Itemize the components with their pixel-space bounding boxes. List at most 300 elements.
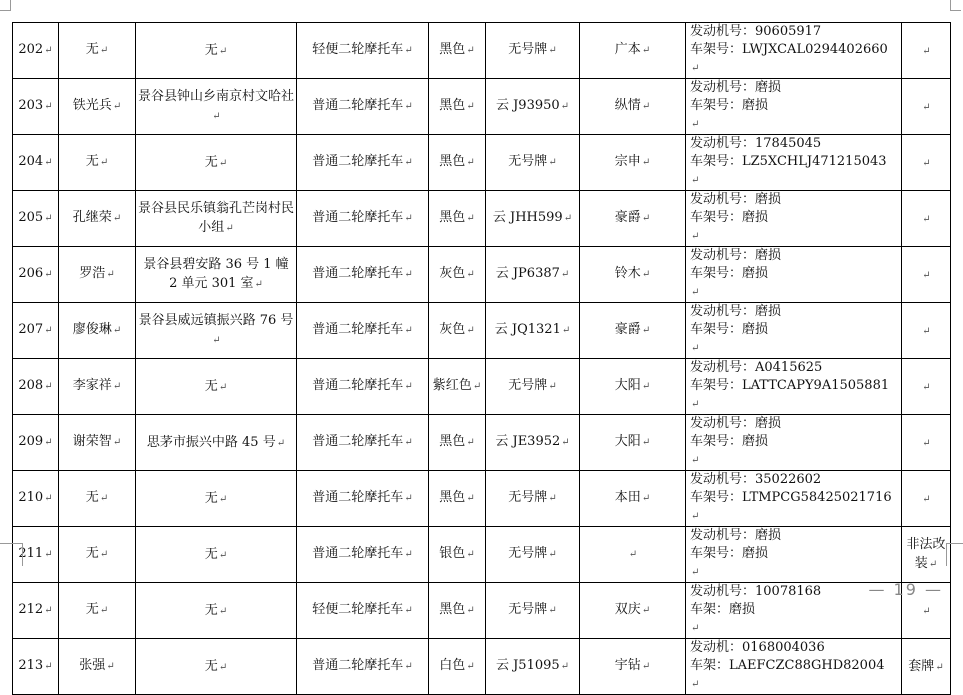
cell-owner-text: 孔继荣 [72, 210, 112, 225]
paragraph-mark-icon: ↵ [922, 493, 931, 505]
cell-note-text: 套牌 [908, 658, 935, 674]
frame-number: 车架号：LWJXCAL0294402660 [690, 42, 888, 57]
cell-owner [59, 527, 136, 583]
cell-plate-text: 云 JQ1321 [494, 322, 561, 337]
paragraph-mark-icon: ↵ [466, 661, 475, 672]
cell-color-text: 黑色 [439, 42, 466, 57]
cell-owner-text: 无 [85, 42, 99, 57]
cell-number [13, 135, 59, 191]
paragraph-mark-icon: ↵ [691, 287, 700, 298]
cell-brand [580, 639, 686, 695]
engine-number: 发动机号：17845045 [690, 136, 822, 151]
cell-engine-frame [686, 303, 902, 359]
paragraph-mark-icon: ↵ [691, 175, 700, 186]
paragraph-mark-icon: ↵ [212, 335, 221, 346]
cell-note [902, 23, 951, 79]
paragraph-mark-icon: ↵ [641, 213, 651, 224]
cell-color-text: 灰色 [439, 266, 466, 281]
paragraph-mark-icon: ↵ [99, 605, 109, 616]
cell-engine-frame [686, 135, 902, 191]
cell-address-text: 景谷县钟山乡南京村文哈社 [138, 89, 295, 104]
engine-number: 发动机号：磨损 [690, 192, 782, 207]
paragraph-mark-icon: ↵ [628, 549, 638, 560]
cell-owner [59, 303, 136, 359]
cell-vehicle-type-text: 普通二轮摩托车 [312, 266, 404, 281]
cell-brand-text: 宇钻 [614, 658, 641, 673]
cell-vehicle-type-text: 普通二轮摩托车 [312, 154, 404, 169]
paragraph-mark-icon: ↵ [112, 325, 122, 336]
table-row [13, 191, 951, 247]
paragraph-mark-icon: ↵ [922, 269, 931, 281]
table-row [13, 247, 951, 303]
paragraph-mark-icon: ↵ [44, 101, 53, 112]
frame-number: 车架：LAEFCZC88GHD82004 [690, 658, 885, 673]
cell-brand [580, 191, 686, 247]
cell-number [13, 23, 59, 79]
cell-number-text: 209 [18, 434, 44, 449]
cell-engine-frame [686, 527, 902, 583]
cell-engine-frame [686, 471, 902, 527]
cell-color-text: 紫红色 [432, 378, 472, 393]
cell-number-text: 212 [18, 602, 44, 617]
cell-plate [486, 303, 580, 359]
cell-color-text: 白色 [439, 658, 466, 673]
paragraph-mark-icon: ↵ [112, 101, 122, 112]
engine-number: 发动机号：磨损 [690, 416, 782, 431]
paragraph-mark-icon: ↵ [44, 661, 53, 672]
cell-plate-text: 云 JP6387 [495, 266, 560, 281]
paragraph-mark-icon: ↵ [641, 605, 651, 616]
cell-brand-text: 宗申 [614, 154, 641, 169]
paragraph-mark-icon: ↵ [218, 493, 228, 505]
cell-owner-text: 无 [85, 602, 99, 617]
cell-vehicle-type-text: 普通二轮摩托车 [312, 434, 404, 449]
paragraph-mark-icon: ↵ [466, 157, 475, 168]
cell-plate [486, 415, 580, 471]
cell-plate-text: 无号牌 [508, 546, 548, 561]
paragraph-mark-icon: ↵ [935, 661, 944, 673]
cell-brand-text: 纵情 [614, 98, 641, 113]
paragraph-mark-icon: ↵ [99, 45, 109, 56]
paragraph-mark-icon: ↵ [928, 559, 938, 570]
paragraph-mark-icon: ↵ [922, 437, 931, 449]
paragraph-mark-icon: ↵ [404, 437, 413, 448]
cell-vehicle-type-text: 普通二轮摩托车 [312, 98, 404, 113]
cell-plate-text: 无号牌 [508, 42, 548, 57]
table-row [13, 359, 951, 415]
engine-number: 发动机号：磨损 [690, 528, 782, 543]
cell-color-text: 黑色 [439, 490, 466, 505]
paragraph-mark-icon: ↵ [691, 343, 700, 354]
paragraph-mark-icon: ↵ [548, 549, 557, 560]
cell-address-text: 思茅市振兴中路 45 号 [146, 434, 276, 450]
cell-vehicle-type [297, 415, 429, 471]
frame-number: 车架号：磨损 [690, 434, 769, 449]
cell-color-text: 灰色 [439, 322, 466, 337]
paragraph-mark-icon: ↵ [404, 101, 413, 112]
paragraph-mark-icon: ↵ [99, 493, 109, 504]
frame-number: 车架号：磨损 [690, 98, 769, 113]
engine-number: 发动机号：A0415625 [690, 360, 823, 375]
cell-number-text: 203 [18, 98, 44, 113]
cell-number-text: 208 [18, 378, 44, 393]
cell-color-text: 黑色 [439, 210, 466, 225]
cell-number-text: 207 [18, 322, 44, 337]
paragraph-mark-icon: ↵ [641, 101, 651, 112]
cell-plate-text: 无号牌 [508, 602, 548, 617]
cell-number [13, 639, 59, 695]
paragraph-mark-icon: ↵ [218, 45, 228, 57]
frame-number: 车架号：磨损 [690, 546, 769, 561]
paragraph-mark-icon: ↵ [466, 605, 475, 616]
cell-number-text: 213 [18, 658, 44, 673]
engine-number: 发动机号：磨损 [690, 248, 782, 263]
cell-plate [486, 527, 580, 583]
cell-owner [59, 79, 136, 135]
cell-vehicle-type-text: 轻便二轮摩托车 [312, 602, 404, 617]
paragraph-mark-icon: ↵ [922, 605, 931, 617]
cell-owner [59, 247, 136, 303]
paragraph-mark-icon: ↵ [404, 325, 413, 336]
cell-address-text: 无 [204, 602, 218, 618]
cell-plate-text: 云 J93950 [495, 98, 560, 113]
cell-brand [580, 583, 686, 639]
cell-plate [486, 359, 580, 415]
cell-plate-text: 无号牌 [508, 378, 548, 393]
cell-brand-text: 豪爵 [614, 210, 641, 225]
paragraph-mark-icon: ↵ [922, 381, 931, 393]
paragraph-mark-icon: ↵ [44, 213, 53, 224]
cell-brand [580, 79, 686, 135]
paragraph-mark-icon: ↵ [99, 157, 109, 168]
paragraph-mark-icon: ↵ [641, 661, 651, 672]
table-body [13, 23, 951, 695]
paragraph-mark-icon: ↵ [218, 157, 228, 169]
cell-address [136, 191, 297, 247]
crop-mark-bottom-left [0, 543, 23, 566]
paragraph-mark-icon: ↵ [44, 605, 53, 616]
table-row [13, 471, 951, 527]
cell-color [429, 415, 486, 471]
frame-number: 车架号：磨损 [690, 322, 769, 337]
paragraph-mark-icon: ↵ [472, 381, 482, 392]
cell-engine-frame [686, 23, 902, 79]
cell-note [902, 359, 951, 415]
cell-address [136, 23, 297, 79]
cell-note [902, 247, 951, 303]
cell-owner-text: 张强 [79, 658, 106, 673]
cell-brand [580, 135, 686, 191]
cell-vehicle-type [297, 359, 429, 415]
cell-plate [486, 247, 580, 303]
cell-vehicle-type-text: 普通二轮摩托车 [312, 658, 404, 673]
cell-address-text: 无 [204, 154, 218, 170]
paragraph-mark-icon: ↵ [112, 213, 122, 224]
paragraph-mark-icon: ↵ [276, 437, 286, 449]
paragraph-mark-icon: ↵ [641, 437, 651, 448]
cell-number [13, 247, 59, 303]
cell-engine-frame [686, 639, 902, 695]
cell-color [429, 191, 486, 247]
table-row [13, 23, 951, 79]
cell-brand [580, 23, 686, 79]
cell-brand [580, 415, 686, 471]
frame-number: 车架号：磨损 [690, 210, 769, 225]
cell-vehicle-type-text: 普通二轮摩托车 [312, 378, 404, 393]
cell-vehicle-type-text: 普通二轮摩托车 [312, 490, 404, 505]
paragraph-mark-icon: ↵ [691, 567, 700, 578]
paragraph-mark-icon: ↵ [466, 325, 475, 336]
cell-owner [59, 135, 136, 191]
cell-address-text: 无 [204, 490, 218, 506]
cell-engine-frame [686, 191, 902, 247]
cell-owner-text: 李家祥 [72, 378, 112, 393]
engine-number: 发动机号：磨损 [690, 80, 782, 95]
paragraph-mark-icon: ↵ [691, 511, 700, 522]
paragraph-mark-icon: ↵ [106, 269, 115, 280]
cell-engine-frame [686, 79, 902, 135]
cell-vehicle-type [297, 191, 429, 247]
paragraph-mark-icon: ↵ [691, 63, 700, 74]
paragraph-mark-icon: ↵ [44, 45, 53, 56]
paragraph-mark-icon: ↵ [560, 269, 570, 280]
paragraph-mark-icon: ↵ [466, 101, 475, 112]
page-number-value: 19 [893, 580, 918, 599]
paragraph-mark-icon: ↵ [44, 325, 53, 336]
cell-brand-text: 大阳 [614, 378, 641, 393]
cell-plate-text: 无号牌 [508, 490, 548, 505]
cell-brand [580, 359, 686, 415]
cell-owner-text: 谢荣智 [72, 434, 112, 449]
cell-owner [59, 415, 136, 471]
paragraph-mark-icon: ↵ [561, 325, 571, 336]
paragraph-mark-icon: ↵ [691, 623, 700, 634]
cell-brand [580, 247, 686, 303]
cell-address-text: 景谷县民乐镇翁孔芒岗村民小组 [138, 201, 295, 235]
paragraph-mark-icon: ↵ [466, 213, 475, 224]
cell-number-text: 205 [18, 210, 44, 225]
cell-color [429, 79, 486, 135]
cell-number [13, 583, 59, 639]
paragraph-mark-icon: ↵ [466, 45, 475, 56]
paragraph-mark-icon: ↵ [99, 549, 109, 560]
paragraph-mark-icon: ↵ [560, 661, 570, 672]
cell-address [136, 415, 297, 471]
cell-color-text: 黑色 [439, 154, 466, 169]
cell-address [136, 583, 297, 639]
cell-color-text: 银色 [439, 546, 466, 561]
cell-owner-text: 廖俊琳 [72, 322, 112, 337]
cell-vehicle-type [297, 583, 429, 639]
table-row [13, 527, 951, 583]
cell-note [902, 639, 951, 695]
cell-brand [580, 303, 686, 359]
paragraph-mark-icon: ↵ [641, 381, 651, 392]
cell-address-text: 景谷县威远镇振兴路 76 号 [138, 313, 294, 328]
paragraph-mark-icon: ↵ [212, 111, 221, 122]
cell-color [429, 359, 486, 415]
paragraph-mark-icon: ↵ [561, 437, 570, 448]
cell-vehicle-type-text: 普通二轮摩托车 [312, 210, 404, 225]
cell-brand-text: 铃木 [614, 266, 641, 281]
cell-owner [59, 471, 136, 527]
cell-color [429, 247, 486, 303]
engine-number: 发动机号：35022602 [690, 472, 822, 487]
paragraph-mark-icon: ↵ [548, 605, 557, 616]
cell-brand-text: 大阳 [614, 434, 641, 449]
cell-owner [59, 359, 136, 415]
cell-owner [59, 583, 136, 639]
cell-vehicle-type [297, 23, 429, 79]
paragraph-mark-icon: ↵ [691, 119, 700, 130]
cell-address-text: 无 [204, 658, 218, 674]
paragraph-mark-icon: ↵ [548, 45, 557, 56]
cell-address-text: 无 [204, 546, 218, 562]
paragraph-mark-icon: ↵ [218, 381, 228, 393]
cell-plate-text: 云 JHH599 [492, 210, 563, 225]
paragraph-mark-icon: ↵ [641, 325, 651, 336]
paragraph-mark-icon: ↵ [404, 381, 413, 392]
cell-number [13, 415, 59, 471]
cell-address [136, 303, 297, 359]
cell-owner [59, 23, 136, 79]
cell-number-text: 202 [18, 42, 44, 57]
cell-address-text: 无 [204, 42, 218, 58]
crop-mark-top-left [0, 0, 11, 11]
cell-color [429, 135, 486, 191]
paragraph-mark-icon: ↵ [218, 605, 228, 617]
paragraph-mark-icon: ↵ [466, 549, 475, 560]
paragraph-mark-icon: ↵ [641, 45, 651, 56]
cell-vehicle-type [297, 639, 429, 695]
cell-number [13, 359, 59, 415]
cell-address [136, 79, 297, 135]
paragraph-mark-icon: ↵ [922, 45, 931, 57]
paragraph-mark-icon: ↵ [44, 269, 53, 280]
cell-brand-text: 本田 [614, 490, 641, 505]
paragraph-mark-icon: ↵ [922, 101, 931, 113]
cell-owner [59, 639, 136, 695]
table-row [13, 639, 951, 695]
paragraph-mark-icon: ↵ [106, 661, 115, 672]
cell-color [429, 23, 486, 79]
frame-number: 车架号：LATTCAPY9A1505881 [690, 378, 890, 393]
cell-address-text: 无 [204, 378, 218, 394]
paragraph-mark-icon: ↵ [218, 661, 228, 673]
engine-number: 发动机号：90605917 [690, 24, 822, 39]
cell-number [13, 303, 59, 359]
cell-plate [486, 191, 580, 247]
table-row [13, 583, 951, 639]
paragraph-mark-icon: ↵ [404, 549, 413, 560]
paragraph-mark-icon: ↵ [641, 493, 651, 504]
paragraph-mark-icon: ↵ [112, 437, 122, 448]
cell-vehicle-type-text: 普通二轮摩托车 [312, 322, 404, 337]
cell-color [429, 583, 486, 639]
paragraph-mark-icon: ↵ [922, 325, 931, 337]
engine-number: 发动机号：10078168 [690, 584, 822, 599]
paragraph-mark-icon: ↵ [254, 279, 263, 290]
cell-owner-text: 罗浩 [79, 266, 106, 281]
paragraph-mark-icon: ↵ [548, 381, 557, 392]
cell-note-text: 非法改装 [906, 537, 946, 571]
paragraph-mark-icon: ↵ [112, 381, 122, 392]
cell-number-text: 211 [18, 546, 44, 561]
paragraph-mark-icon: ↵ [548, 157, 557, 168]
cell-number [13, 191, 59, 247]
cell-note [902, 79, 951, 135]
cell-vehicle-type [297, 247, 429, 303]
cell-note [902, 303, 951, 359]
crop-mark-bottom-right [946, 543, 963, 566]
cell-address [136, 639, 297, 695]
paragraph-mark-icon: ↵ [466, 437, 475, 448]
paragraph-mark-icon: ↵ [466, 269, 475, 280]
cell-plate [486, 23, 580, 79]
cell-plate-text: 无号牌 [508, 154, 548, 169]
paragraph-mark-icon: ↵ [404, 661, 413, 672]
paragraph-mark-icon: ↵ [44, 493, 53, 504]
paragraph-mark-icon: ↵ [404, 157, 413, 168]
paragraph-mark-icon: ↵ [641, 269, 651, 280]
cell-note [902, 191, 951, 247]
cell-note [902, 471, 951, 527]
cell-plate [486, 471, 580, 527]
cell-number-text: 204 [18, 154, 44, 169]
paragraph-mark-icon: ↵ [922, 213, 931, 225]
paragraph-mark-icon: ↵ [466, 493, 475, 504]
vehicle-register-table [12, 22, 951, 695]
cell-number-text: 206 [18, 266, 44, 281]
cell-vehicle-type [297, 527, 429, 583]
cell-note [902, 527, 951, 583]
frame-number: 车架号：LZ5XCHLJ471215043 [690, 154, 887, 169]
cell-plate-text: 云 JE3952 [495, 434, 561, 449]
cell-vehicle-type-text: 轻便二轮摩托车 [312, 42, 404, 57]
paragraph-mark-icon: ↵ [548, 493, 557, 504]
cell-brand-text: 双庆 [614, 602, 641, 617]
paragraph-mark-icon: ↵ [225, 223, 234, 234]
cell-plate [486, 135, 580, 191]
cell-note [902, 415, 951, 471]
cell-address [136, 247, 297, 303]
engine-number: 发动机：0168004036 [690, 640, 825, 655]
table-row [13, 79, 951, 135]
frame-number: 车架号：LTMPCG58425021716 [690, 490, 892, 505]
paragraph-mark-icon: ↵ [404, 45, 413, 56]
paragraph-mark-icon: ↵ [44, 549, 53, 560]
paragraph-mark-icon: ↵ [404, 269, 413, 280]
page-number: — 19 — [868, 580, 943, 599]
paragraph-mark-icon: ↵ [922, 157, 931, 169]
paragraph-mark-icon: ↵ [404, 213, 413, 224]
cell-address [136, 359, 297, 415]
cell-color-text: 黑色 [439, 434, 466, 449]
paragraph-mark-icon: ↵ [404, 605, 413, 616]
cell-color [429, 303, 486, 359]
cell-address [136, 135, 297, 191]
cell-vehicle-type [297, 79, 429, 135]
cell-vehicle-type [297, 303, 429, 359]
cell-owner-text: 铁光兵 [72, 98, 112, 113]
table-row [13, 415, 951, 471]
cell-owner-text: 无 [85, 546, 99, 561]
cell-number [13, 471, 59, 527]
paragraph-mark-icon: ↵ [691, 231, 700, 242]
frame-number: 车架：磨损 [690, 602, 756, 617]
paragraph-mark-icon: ↵ [44, 157, 53, 168]
cell-owner [59, 191, 136, 247]
